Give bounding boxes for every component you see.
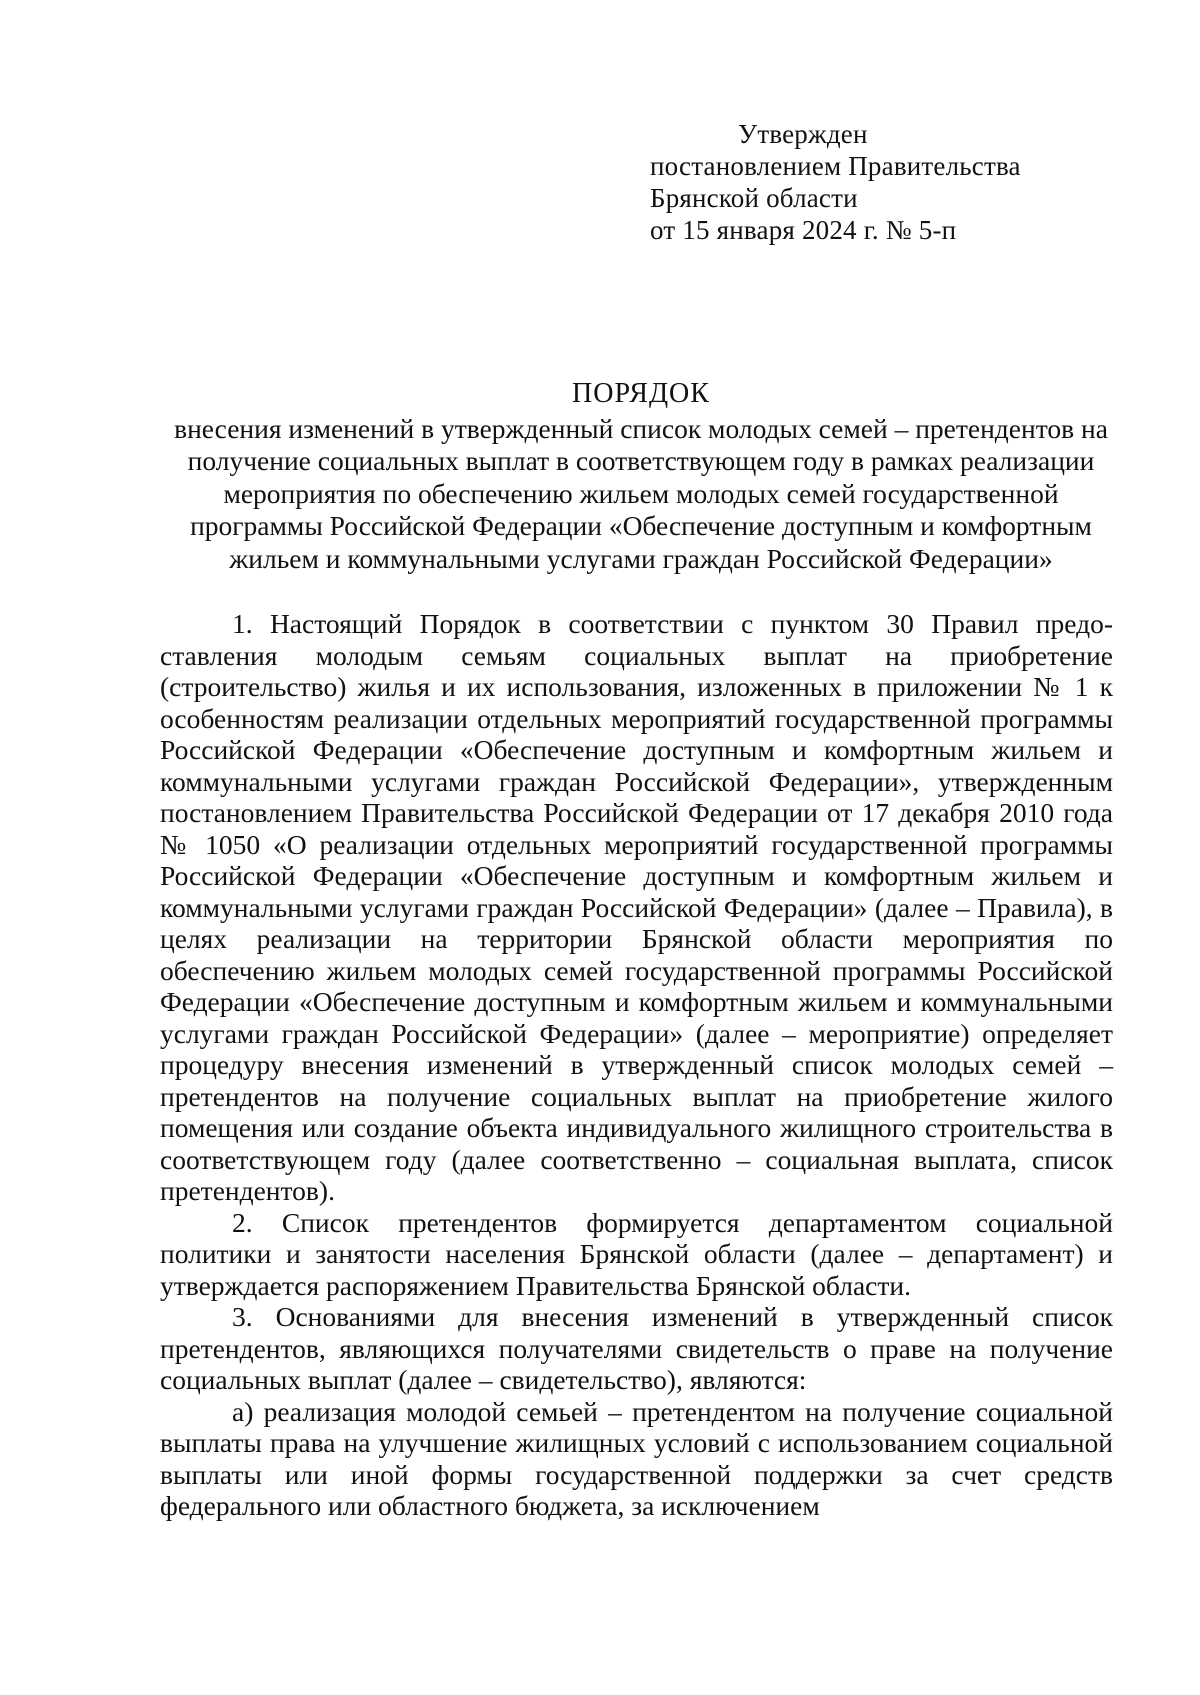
document-body <box>160 608 1113 1522</box>
document-title-block <box>165 378 1117 575</box>
document-subtitle: внесения изменений в утвержденный список молодых семей – претендентов на получение социальных выплат в соответствующем году в рамках реализации мероприятия по обеспечению жильем молодых семей государственной программы Российской Федерации «Обеспечение доступным и комфортным жильем и коммунальными услугами граждан Российской Федерации» <box>174 412 1108 574</box>
document-title: ПОРЯДОК <box>572 378 710 409</box>
approval-line: постановлением Правительства <box>650 151 1021 181</box>
approval-stamp-block <box>650 118 1110 246</box>
approval-line: от 15 января 2024 г. № 5-п <box>650 215 957 245</box>
approval-line: Брянской области <box>650 183 858 213</box>
paragraph-3: 3. Основаниями для внесения изменений в утвержденный список претендентов, являющихся получателями свидетельств о праве на получение социальных выплат (далее – свидетельство), являются: <box>160 1301 1113 1395</box>
approval-line: Утвержден <box>738 119 868 149</box>
paragraph-2: 2. Список претендентов формируется департаментом социальной политики и занятости населения Брянской области (далее – департамент) и утверждается распоряжением Правительства Брянской области. <box>160 1206 1113 1301</box>
paragraph-1: 1. Настоящий Порядок в соответствии с пунктом 30 Правил предоставления молодым семьям социальных выплат на приобретение (строительство) жилья и их использования, изложенных в приложении № 1 к особенностям реализации отдельных мероприятий государственной программы Российской Федерации «Обеспечение доступным и комфортным жильем и коммунальными услугами граждан Российской Федерации», утвержденным постановлением Правительства Российской Федерации от 17 декабря 2010 года № 1050 «О реализации отдельных мероприятий государственной программы Российской Федерации «Обеспечение доступным и комфортным жильем и коммунальными услугами граждан Российской Федерации» (далее – Правила), в целях реализации на территории Брянской области мероприятия по обеспечению жильем молодых семей государственной программы Российской Федерации «Обеспечение доступным и комфортным жильем и коммунальными услугами граждан Российской Федерации» (далее – мероприятие) определяет процедуру внесения изменений в утвержденный список молодых семей – претендентов на получение социальных выплат на приобретение жилого помещения или создание объекта индивидуального жилищного строительства в соответствующем году (далее соответственно – социальная выплата, список претендентов). <box>160 608 1113 1206</box>
paragraph-3a: а) реализация молодой семьей – претендентом на получение социальной выплаты права на улучшение жилищных условий с использованием социальной выплаты или иной формы государственной поддержки за счет средств федерального или областного бюджета, за исключением <box>160 1395 1113 1521</box>
